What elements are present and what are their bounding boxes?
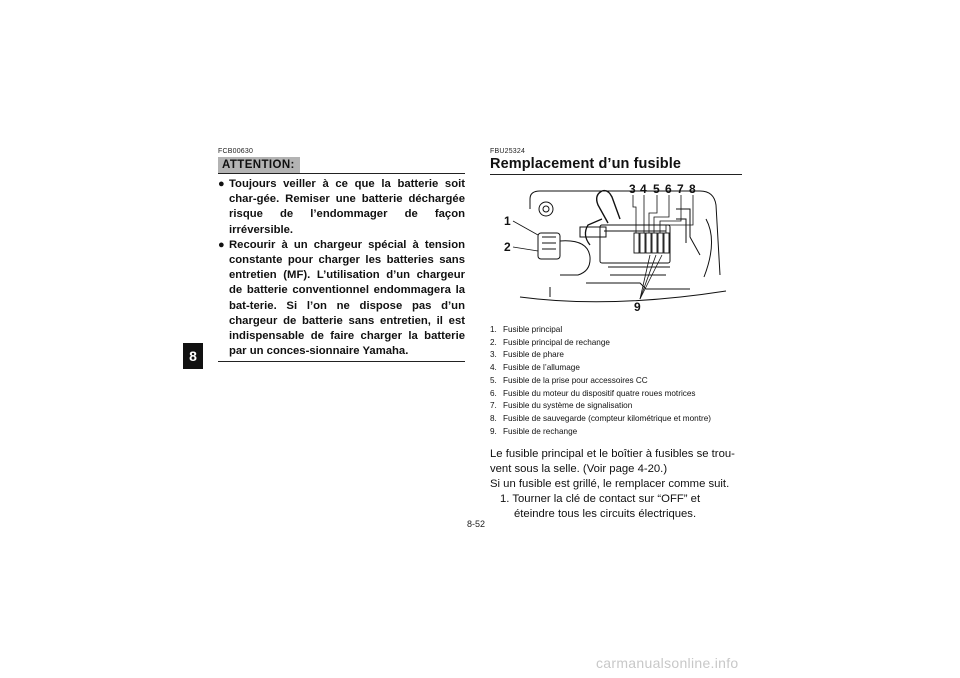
callout-9: 9 (634, 300, 641, 314)
callout-2: 2 (504, 240, 511, 254)
callout-5: 5 (653, 182, 660, 196)
fuse-box-figure (490, 179, 740, 319)
legend-item: 6. Fusible du moteur du dispositif quatre roues motrices (490, 388, 696, 398)
legend-item: 7. Fusible du système de signalisation (490, 401, 633, 411)
attention-item (218, 177, 465, 238)
callout-7: 7 (677, 182, 684, 196)
fuse-box-illustration (490, 179, 740, 319)
paragraph-procedure: Si un fusible est grillé, le remplacer comme suit. (490, 478, 730, 491)
callout-4: 4 (640, 182, 647, 196)
step-text: Tourner la clé de contact sur “OFF” et éteindre tous les circuits électriques. (512, 493, 701, 521)
watermark: carmanualsonline.info (596, 655, 739, 671)
attention-end-rule (218, 361, 465, 362)
step-number: 1. (500, 493, 510, 506)
step-1 (490, 492, 742, 522)
attention-label: ATTENTION: (218, 157, 300, 173)
callout-1: 1 (504, 214, 511, 228)
callout-3: 3 (629, 182, 636, 196)
callout-6: 6 (665, 182, 672, 196)
callout-8: 8 (689, 182, 696, 196)
attention-block (218, 148, 465, 362)
attention-list (218, 177, 465, 359)
body-text (490, 447, 742, 522)
legend-item: 1. Fusible principal (490, 325, 563, 334)
legend-item: 8. Fusible de sauvegarde (compteur kilométrique et montre) (490, 413, 711, 423)
section-rule (490, 174, 742, 175)
attention-code: FCB00630 (218, 148, 254, 155)
bullet-icon: ● (218, 178, 225, 190)
attention-item-text: Recourir à un chargeur spécial à tension constante pour charger les batteries sans entretien (MF). L’utilisation d’un chargeur de batterie conventionnel endommagera la bat-terie. Si l’on ne dispose pas d’un chargeur de batterie sans entretien, il est indispensable de faire charger la batterie par un conces-sionnaire Yamaha. (229, 238, 465, 358)
legend-item: 4. Fusible de l’allumage (490, 363, 580, 373)
legend-item: 5. Fusible de la prise pour accessoires CC (490, 375, 648, 385)
paragraph-location: Le fusible principal et le boîtier à fusibles se trou-vent sous la selle. (Voir page 4-20.) (490, 448, 735, 476)
figure-legend (490, 324, 742, 438)
legend-item: 2. Fusible principal de rechange (490, 337, 610, 347)
fuse-section (490, 148, 742, 522)
section-code: FBU25324 (490, 148, 526, 155)
section-title: Remplacement d’un fusible (490, 156, 682, 172)
page-number: 8-52 (467, 519, 486, 529)
attention-header (218, 156, 465, 174)
chapter-tab: 8 (183, 343, 203, 369)
attention-item-text: Toujours veiller à ce que la batterie soit char-gée. Remiser une batterie déchargée risque de l’endommager de façon irréversible. (229, 178, 465, 236)
attention-item (218, 238, 465, 360)
legend-item: 9. Fusible de rechange (490, 426, 578, 436)
bullet-icon: ● (218, 238, 225, 251)
legend-item: 3. Fusible de phare (490, 350, 564, 360)
